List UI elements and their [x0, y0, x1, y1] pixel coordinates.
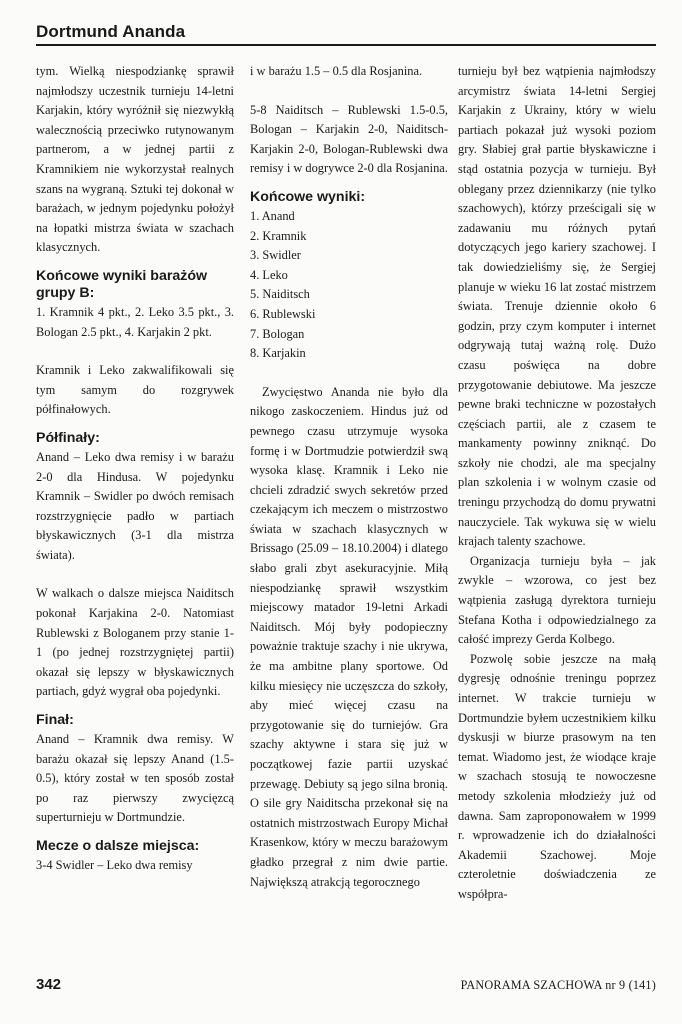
header-title: Dortmund Ananda: [36, 22, 186, 41]
section-heading: Półfinały:: [36, 429, 100, 446]
list-item: 6. Rublewski: [250, 306, 316, 321]
list-item: 5. Naiditsch: [250, 287, 310, 302]
final-results-list: [250, 207, 448, 364]
section-heading: Końcowe wyniki barażów grupy B:: [36, 267, 208, 301]
paragraph: turnieju był bez wątpienia najmłodszy arcymistrz świata 14-letni Sergiej Karjakin z Ukrainy, który w wielu partiach pokazał już wysoki poziom gry. Słabiej grał partie błyskawiczne i stąd ostatnia pozycja w turnieju. Był oblegany przez dziennikarzy (nie tylko szachowych), którzy prześcigali się w zadawaniu mu różnych pytań dotyczących jego kariery szachowej. I tak dowiedzieliśmy się, że Sergiej planuje w wieku 16 lat zostać mistrzem świata. Trenuje dziennie około 6 godzin, przy czym komputer i internet odgrywają tutaj ważną rolę. Dużo czasu poświęca na dobre przygotowanie debiutowe. Ma jeszcze pewne braki techniczne w pozostałych częściach partii, ale z czasem te mankamenty powinny zniknąć. Do szkoły nie chodzi, ale ma specjalny plan szkolenia i w wolnym czasie od treningu przychodzą do domu prywatni nauczyciele. Tak wykuwa się w wielu krajach talenty szachowe.: [458, 64, 656, 549]
paragraph: Pozwolę sobie jeszcze na małą dygresję odnośnie treningu poprzez internet. W trakcie turnieju w Dortmundzie byłem uczestnikiem kilku dyskusji w biurze prasowym na ten temat. Wiadomo jest, że wiodące kraje w szachach stosują te nowoczesne metody szkolenia młodzieży już od dawna. Sam zaproponowałem w 1999 r. wprowadzenie ich do działalności Akademii Szachowej. Moje czteroletnie doświadczenia ze współpra-: [458, 651, 656, 901]
list-item: 2. Kramnik: [250, 228, 307, 243]
page-number: 342: [36, 976, 62, 993]
article-body: [36, 62, 658, 942]
paragraph: W walkach o dalsze miejsca Naiditsch pokonał Karjakina 2-0. Natomiast Rublewski z Bologanem przy stanie 1-1 (po jednej rozstrzygniętej partii) okazał się lepszy w błyskawicznych partiach, gdyż wygrał oba pojedynki.: [36, 586, 234, 699]
section-heading: Finał:: [36, 712, 74, 729]
column-2: [250, 62, 448, 892]
paragraph: 1. Kramnik 4 pkt., 2. Leko 3.5 pkt., 3. Bologan 2.5 pkt., 4. Karjakin 2 pkt.: [36, 304, 234, 339]
list-item: 4. Leko: [250, 267, 288, 282]
paragraph: 3-4 Swidler – Leko dwa remisy: [36, 858, 193, 872]
running-header: [36, 22, 656, 46]
list-item: 7. Bologan: [250, 326, 305, 341]
journal-name: PANORAMA SZACHOWA nr 9 (141): [460, 978, 656, 992]
paragraph: Kramnik i Leko zakwalifikowali się tym samym do rozgrywek półfinałowych.: [36, 363, 234, 417]
paragraph: tym. Wielką niespodziankę sprawił najmłodszy uczestnik turnieju 14-letni Karjakin, który wyróżnił się niezwykłą walecznością przeciwko rutynowanym partnerom, a w jednej partii z Kramnikiem nie wykorzystał realnych szans na wygraną. Sztuki tej dokonał w barażach, w jednym pojedynku położył na łopatki mistrza świata w szachach klasycznych.: [36, 64, 234, 255]
paragraph: Anand – Kramnik dwa remisy. W barażu okazał się lepszy Anand (1.5-0.5), który został w ten sposób został po raz pierwszy zwycięzcą superturnieju w Dortmundzie.: [36, 732, 234, 825]
paragraph: Anand – Leko dwa remisy i w barażu 2-0 dla Hindusa. W pojedynku Kramnik – Swidler po dwóch remisach rozstrzygnięcie padło w partiach błyskawicznych (3-1 dla mistrza świata).: [36, 449, 234, 562]
list-item: 1. Anand: [250, 208, 295, 223]
paragraph: 5-8 Naiditsch – Rublewski 1.5-0.5, Bologan – Karjakin 2-0, Naiditsch-Karjakin 2-0, Bologan-Rublewski dwa remisy i w dogrywce 2-0 dla Rosjanina.: [250, 102, 448, 176]
list-item: 8. Karjakin: [250, 346, 306, 361]
section-heading: Mecze o dalsze miejsca:: [36, 838, 200, 854]
column-3: [458, 62, 656, 905]
paragraph: i w barażu 1.5 – 0.5 dla Rosjanina.: [250, 64, 423, 78]
paragraph: Organizacja turnieju była – jak zwykle – wzorowa, co jest bez wątpienia zasługą dyrektora turnieju Stefana Kotha i odpowiedzialnego za całość imprezy Gerda Kolbego.: [458, 553, 656, 647]
list-item: 3. Swidler: [250, 248, 301, 263]
column-1: [36, 62, 234, 876]
paragraph: Zwycięstwo Ananda nie było dla nikogo zaskoczeniem. Hindus już od pewnego czasu utrzymuje wysoka formę i w Dortmudzie potwierdził swą wysoka klasę. Kramnik i Leko nie chcieli zdradzić swych sekretów przed czekającym ich meczem o mistrzostwo świata w szachach klasycznych w Brissago (25.09 – 18.10.2004) i dlatego słabo grali zbyt asekuracyjnie. Miłą niespodziankę sprawił wszystkim miejscowy matador 19-letni Arkadi Naiditsch. Mój były podopieczny poważnie traktuje szachy i nie ukrywa, że ma ambitne plany sportowe. Od kilku miesięcy nie uczęszcza do szkoły, aby mieć więcej czasu na przygotowanie się do turniejów. Gra szachy aktywne i stara się już w początkowej fazie partii uzyskać przewagę. Debiuty są jego silna bronią. O sile gry Naiditscha przekonał się na ostatnich mistrzostwach Europy Michał Krasenkow, który w meczu barażowym gładko przegrał z nim dwie partie. Największą atrakcją tegorocznego: [250, 384, 448, 889]
section-heading: Końcowe wyniki:: [250, 188, 366, 205]
